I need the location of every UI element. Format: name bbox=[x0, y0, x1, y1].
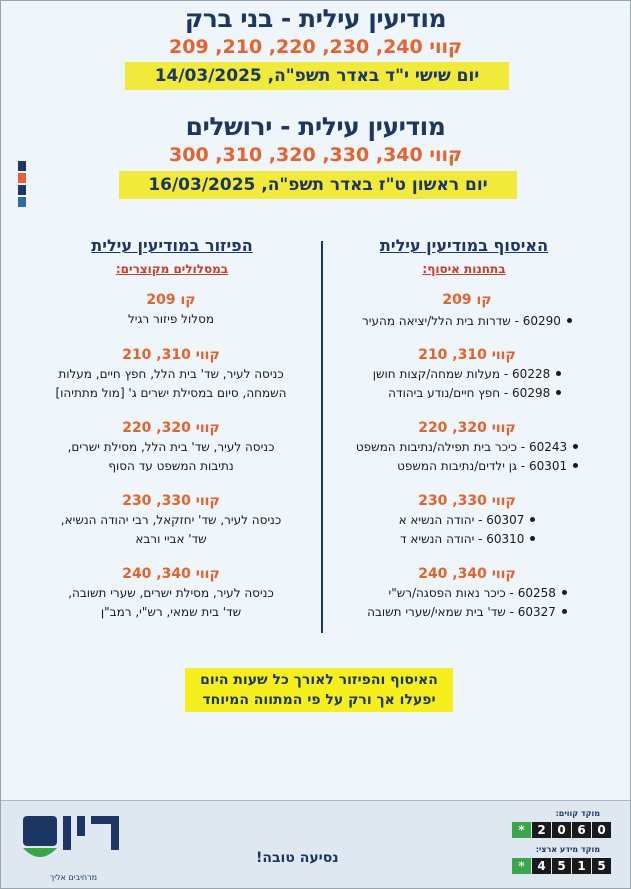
bullet-icon bbox=[562, 590, 567, 595]
distribution-group-title: קווי 310, 210 bbox=[122, 347, 220, 363]
phone-digit: 1 bbox=[572, 858, 591, 874]
collection-stop: 60258 - כיכר נאות הפסגה/רש"י bbox=[367, 584, 567, 603]
collection-stop: 60307 - יהודה הנשיא א bbox=[399, 511, 536, 530]
phone-digit: 0 bbox=[552, 822, 571, 838]
distribution-group-209 bbox=[31, 291, 311, 329]
distribution-group-330-230 bbox=[31, 492, 311, 549]
bullet-icon bbox=[556, 390, 561, 395]
collection-group-title: קווי 330, 230 bbox=[418, 493, 516, 509]
route-title-bnei-brak: מודיעין עילית - בני ברק bbox=[184, 4, 447, 33]
notice-line: האיסוף והפיזור לאורך כל שעות היום bbox=[200, 672, 438, 688]
distribution-group-320-220 bbox=[31, 419, 311, 476]
collection-stop: 60290 - שדרות בית הלל/יציאה מהעיר bbox=[362, 312, 572, 331]
collection-group-title: קו 209 bbox=[442, 292, 492, 308]
goodbye-message: נסיעה טובה! bbox=[256, 850, 339, 866]
distribution-heading: הפיזור במודיעין עילית bbox=[91, 236, 253, 255]
distribution-group-310-210 bbox=[31, 346, 311, 403]
distribution-subheading: במסלולים מקוצרים: bbox=[115, 262, 229, 276]
date-bar-jerusalem: יום ראשון ט"ז באדר תשפ"ה, 16/03/2025 bbox=[119, 171, 517, 199]
bullet-icon bbox=[573, 444, 578, 449]
collection-stop: 60243 - כיכר בית תפילה/נתיבות המשפט bbox=[356, 438, 578, 457]
bullet-icon bbox=[530, 517, 535, 522]
collection-group-title: קווי 320, 220 bbox=[418, 420, 516, 436]
distribution-route-line: כניסה לעיר, שד' יחזקאל, רבי יהודה הנשיא, bbox=[60, 513, 282, 527]
distribution-route-line: כניסה לעיר, מסילת ישרים, שערי תשובה, bbox=[68, 586, 274, 600]
date-bar-bnei-brak: יום שישי י"ד באדר תשפ"ה, 14/03/2025 bbox=[125, 62, 509, 90]
phone-digit: 2 bbox=[532, 822, 551, 838]
national-hotline-number bbox=[512, 858, 612, 874]
bullet-icon bbox=[562, 609, 567, 614]
phone-digit: 5 bbox=[592, 858, 611, 874]
collection-stop: 60301 - גן ילדים/נתיבות המשפט bbox=[356, 457, 578, 476]
route-lines-jerusalem: קווי 340, 330, 320, 310, 300 bbox=[169, 144, 462, 166]
distribution-route-line: שד' אביי ורבא bbox=[135, 532, 207, 546]
distribution-route-line: השמחה, סיום במסילת ישרים ג' [מול מתתיהו] bbox=[55, 386, 287, 400]
side-brand-mark-icon bbox=[16, 161, 28, 207]
kavim-hotline-label: מוקד קווים: bbox=[555, 809, 600, 818]
phone-digit: * bbox=[512, 822, 531, 838]
bullet-icon bbox=[567, 318, 572, 323]
distribution-group-title: קווי 330, 230 bbox=[122, 493, 220, 509]
column-divider bbox=[321, 241, 323, 633]
distribution-route-line: נתיבות המשפט עד הסוף bbox=[108, 459, 234, 473]
bullet-icon bbox=[530, 536, 535, 541]
phone-digit: 6 bbox=[572, 822, 591, 838]
route-lines-bnei-brak: קווי 240, 230, 220, 210, 209 bbox=[169, 36, 462, 58]
distribution-group-340-240 bbox=[31, 565, 311, 622]
bullet-icon bbox=[573, 463, 578, 468]
national-hotline-label: מוקד מידע ארצי: bbox=[535, 845, 600, 854]
schedule-notice bbox=[185, 668, 453, 712]
collection-group-330-230 bbox=[327, 492, 607, 549]
collection-heading: האיסוף במודיעין עילית bbox=[379, 236, 549, 255]
distribution-route-line: מסלול פיזור רגיל bbox=[127, 312, 215, 326]
phone-digit: 5 bbox=[552, 858, 571, 874]
notice-line: יפעלו אך ורק על פי המתווה המיוחד bbox=[202, 692, 436, 708]
collection-stop: 60298 - חפץ חיים/נודע ביהודה bbox=[373, 384, 561, 403]
collection-subheading: בתחנות איסוף: bbox=[422, 262, 506, 276]
distribution-group-title: קווי 340, 240 bbox=[122, 566, 220, 582]
phone-digit: * bbox=[512, 858, 531, 874]
collection-group-title: קווי 340, 240 bbox=[418, 566, 516, 582]
collection-stop: 60310 - יהודה הנשיא ד bbox=[399, 530, 536, 549]
phone-digit: 0 bbox=[592, 822, 611, 838]
distribution-group-title: קווי 320, 220 bbox=[122, 420, 220, 436]
distribution-route-line: כניסה לעיר, שד' בית הלל, חפץ חיים, מעלות bbox=[58, 367, 284, 381]
distribution-route-line: כניסה לעיר, שד' בית הלל, מסילת ישרים, bbox=[67, 440, 275, 454]
collection-group-340-240 bbox=[327, 565, 607, 622]
footer bbox=[1, 800, 630, 888]
collection-group-209 bbox=[327, 291, 607, 331]
kavim-logo-icon bbox=[15, 810, 127, 874]
collection-stop: 60327 - שד' בית שמאי/שערי תשובה bbox=[367, 603, 567, 622]
distribution-route-line: שד' בית שמאי, רש"י, רמב"ן bbox=[100, 605, 242, 619]
collection-stop: 60228 - מעלות שמחה/קצות חושן bbox=[373, 365, 561, 384]
route-title-jerusalem: מודיעין עילית - ירושלים bbox=[185, 112, 446, 141]
collection-group-310-210 bbox=[327, 346, 607, 403]
phone-digit: 4 bbox=[532, 858, 551, 874]
collection-group-title: קווי 310, 210 bbox=[418, 347, 516, 363]
kavim-hotline-number bbox=[512, 822, 612, 838]
distribution-group-title: קו 209 bbox=[146, 292, 196, 308]
collection-group-320-220 bbox=[327, 419, 607, 476]
logo-tagline: מרחיבים אליך bbox=[49, 873, 98, 882]
bullet-icon bbox=[556, 371, 561, 376]
